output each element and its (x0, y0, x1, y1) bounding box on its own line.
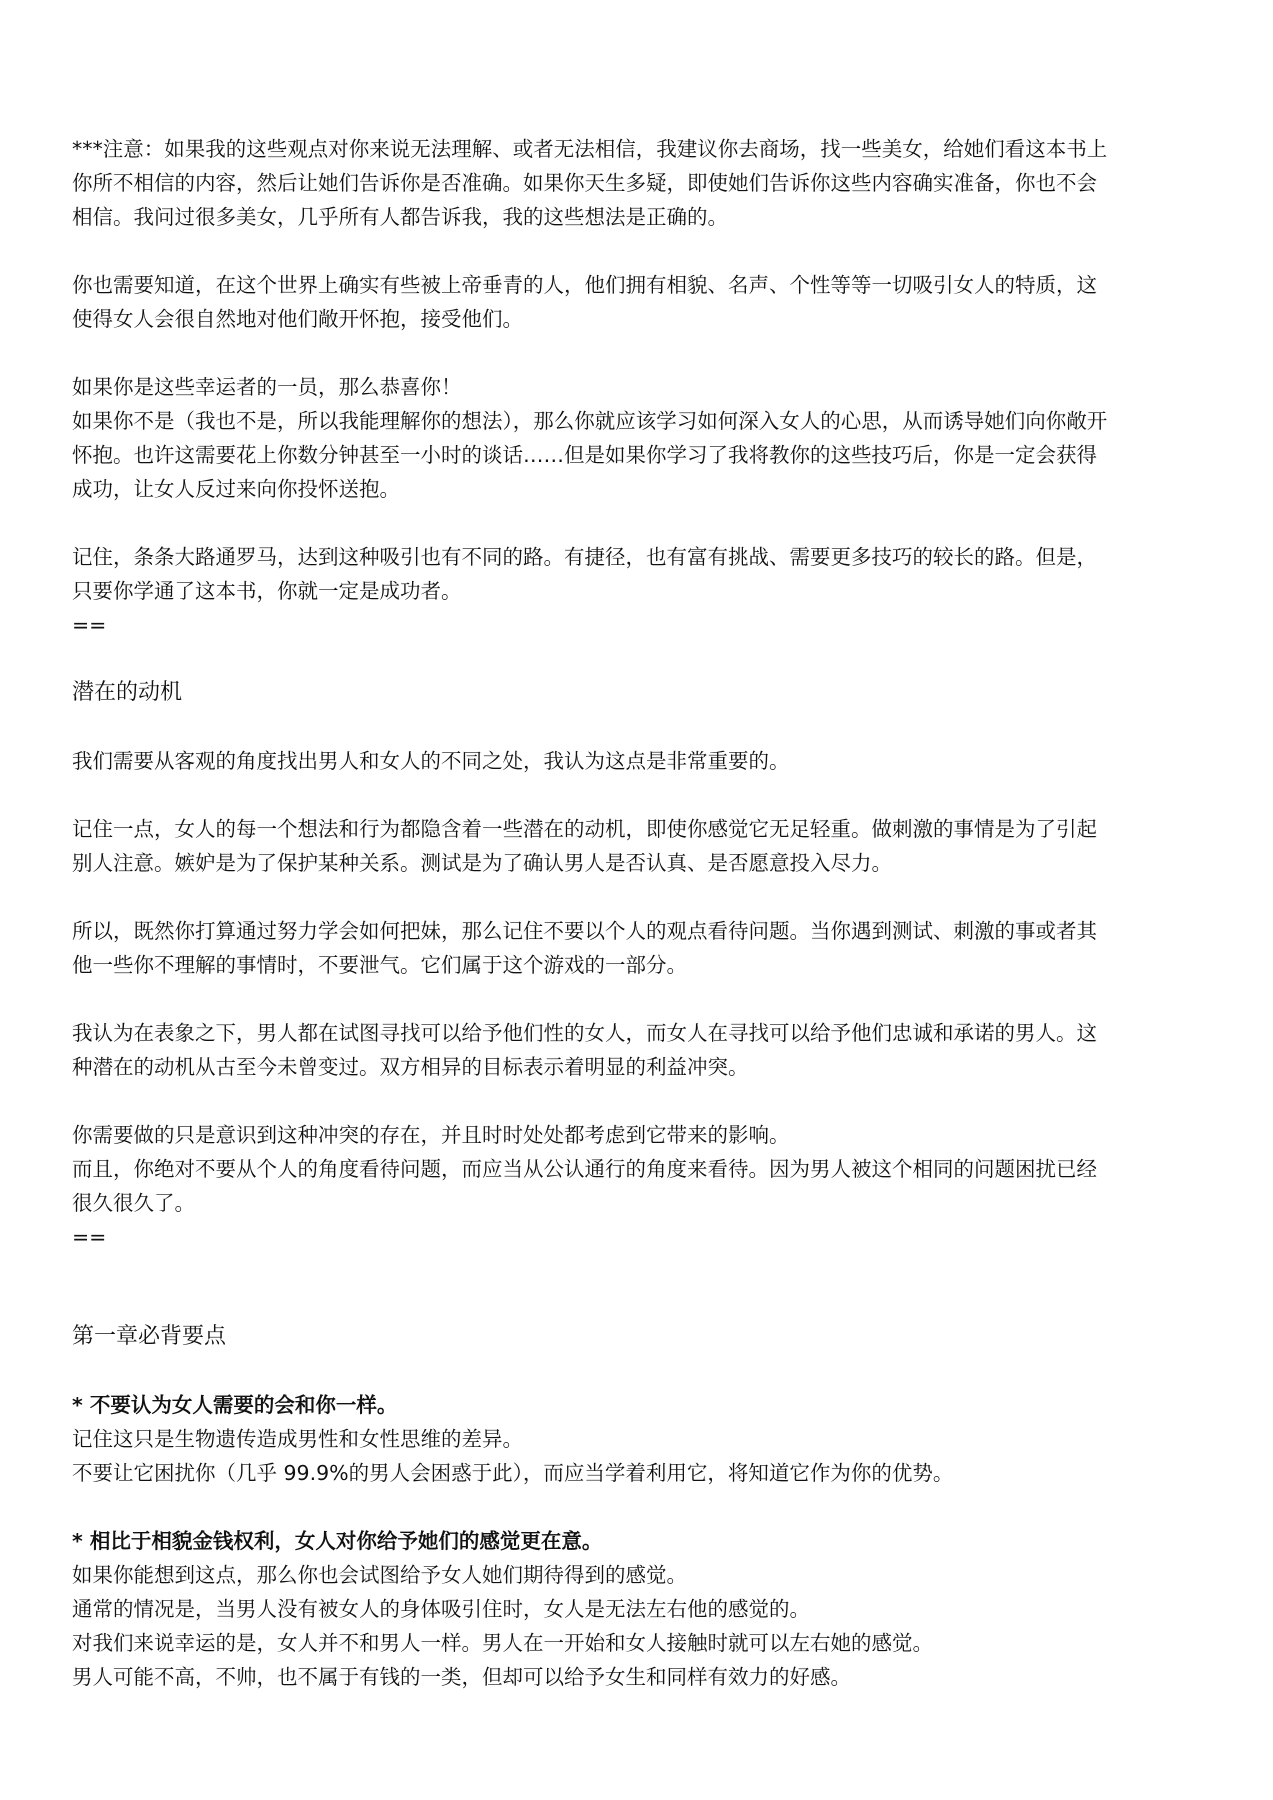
section-heading: 潜在的动机 (72, 680, 183, 705)
text-line: 别人注意。嫉妒是为了保护某种关系。测试是为了确认男人是否认真、是否愿意投入尽力。 (72, 851, 892, 875)
text-line: 男人可能不高，不帅，也不属于有钱的一类，但却可以给予女生和同样有效力的好感。 (72, 1665, 851, 1689)
document-body (72, 132, 1212, 1694)
text-line: ***注意：如果我的这些观点对你来说无法理解、或者无法相信，我建议你去商场，找一些美女，给她们看这本书上 (72, 137, 1108, 161)
text-line: 你所不相信的内容，然后让她们告诉你是否准确。如果你天生多疑，即使她们告诉你这些内容确实准备，你也不会 (72, 171, 1097, 195)
rome-paragraph (72, 540, 1212, 608)
text-line: 你需要做的只是意识到这种冲突的存在，并且时时处处都考虑到它带来的影响。 (72, 1123, 790, 1147)
text-line: 对我们来说幸运的是，女人并不和男人一样。男人在一开始和女人接触时就可以左右她的感觉。 (72, 1631, 933, 1655)
motive-paragraph-2 (72, 812, 1212, 880)
key-point-title: * 不要认为女人需要的会和你一样。 (72, 1393, 398, 1417)
text-line: 使得女人会很自然地对他们敞开怀抱，接受他们。 (72, 307, 523, 331)
lucky-paragraph (72, 370, 1212, 506)
text-line: 怀抱。也许这需要花上你数分钟甚至一小时的谈话……但是如果你学习了我将教你的这些技巧后，你是一定会获得 (72, 443, 1097, 467)
motive-paragraph-1 (72, 744, 1212, 778)
text-line: 只要你学通了这本书，你就一定是成功者。 (72, 579, 462, 603)
key-point-2 (72, 1524, 1212, 1694)
text-line: 你也需要知道，在这个世界上确实有些被上帝垂青的人，他们拥有相貌、名声、个性等等一切吸引女人的特质，这 (72, 273, 1097, 297)
note-paragraph (72, 132, 1212, 234)
text-line: 很久很久了。 (72, 1191, 195, 1215)
blessed-paragraph (72, 268, 1212, 336)
motive-paragraph-5 (72, 1118, 1212, 1220)
text-line: 记住，条条大路通罗马，达到这种吸引也有不同的路。有捷径，也有富有挑战、需要更多技巧的较长的路。但是， (72, 545, 1097, 569)
text-line: 而且，你绝对不要从个人的角度看待问题，而应当从公认通行的角度来看待。因为男人被这个相同的问题困扰已经 (72, 1157, 1097, 1181)
text-line: 相信。我问过很多美女，几乎所有人都告诉我，我的这些想法是正确的。 (72, 205, 728, 229)
text-line: 我们需要从客观的角度找出男人和女人的不同之处，我认为这点是非常重要的。 (72, 749, 790, 773)
motive-paragraph-3 (72, 914, 1212, 982)
section-heading: 第一章必背要点 (72, 1324, 227, 1349)
text-line: 所以，既然你打算通过努力学会如何把妹，那么记住不要以个人的观点看待问题。当你遇到测试、刺激的事或者其 (72, 919, 1097, 943)
motive-paragraph-4 (72, 1016, 1212, 1084)
key-point-title: * 相比于相貌金钱权利，女人对你给予她们的感觉更在意。 (72, 1529, 603, 1553)
text-line: 他一些你不理解的事情时，不要泄气。它们属于这个游戏的一部分。 (72, 953, 687, 977)
section-separator: == (72, 1225, 107, 1249)
text-line: 如果你是这些幸运者的一员，那么恭喜你！ (72, 375, 462, 399)
key-point-1 (72, 1388, 1212, 1490)
text-line: 不要让它困扰你（几乎 99.9%的男人会困惑于此），而应当学着利用它，将知道它作为你的优势。 (72, 1461, 954, 1485)
text-line: 记住这只是生物遗传造成男性和女性思维的差异。 (72, 1427, 523, 1451)
text-line: 我认为在表象之下，男人都在试图寻找可以给予他们性的女人，而女人在寻找可以给予他们忠诚和承诺的男人。这 (72, 1021, 1097, 1045)
text-line: 通常的情况是，当男人没有被女人的身体吸引住时，女人是无法左右他的感觉的。 (72, 1597, 810, 1621)
text-line: 如果你能想到这点，那么你也会试图给予女人她们期待得到的感觉。 (72, 1563, 687, 1587)
section-separator: == (72, 613, 107, 637)
text-line: 如果你不是（我也不是，所以我能理解你的想法），那么你就应该学习如何深入女人的心思，从而诱导她们向你敞开 (72, 409, 1108, 433)
text-line: 记住一点，女人的每一个想法和行为都隐含着一些潜在的动机，即使你感觉它无足轻重。做刺激的事情是为了引起 (72, 817, 1097, 841)
text-line: 种潜在的动机从古至今未曾变过。双方相异的目标表示着明显的利益冲突。 (72, 1055, 749, 1079)
text-line: 成功，让女人反过来向你投怀送抱。 (72, 477, 400, 501)
